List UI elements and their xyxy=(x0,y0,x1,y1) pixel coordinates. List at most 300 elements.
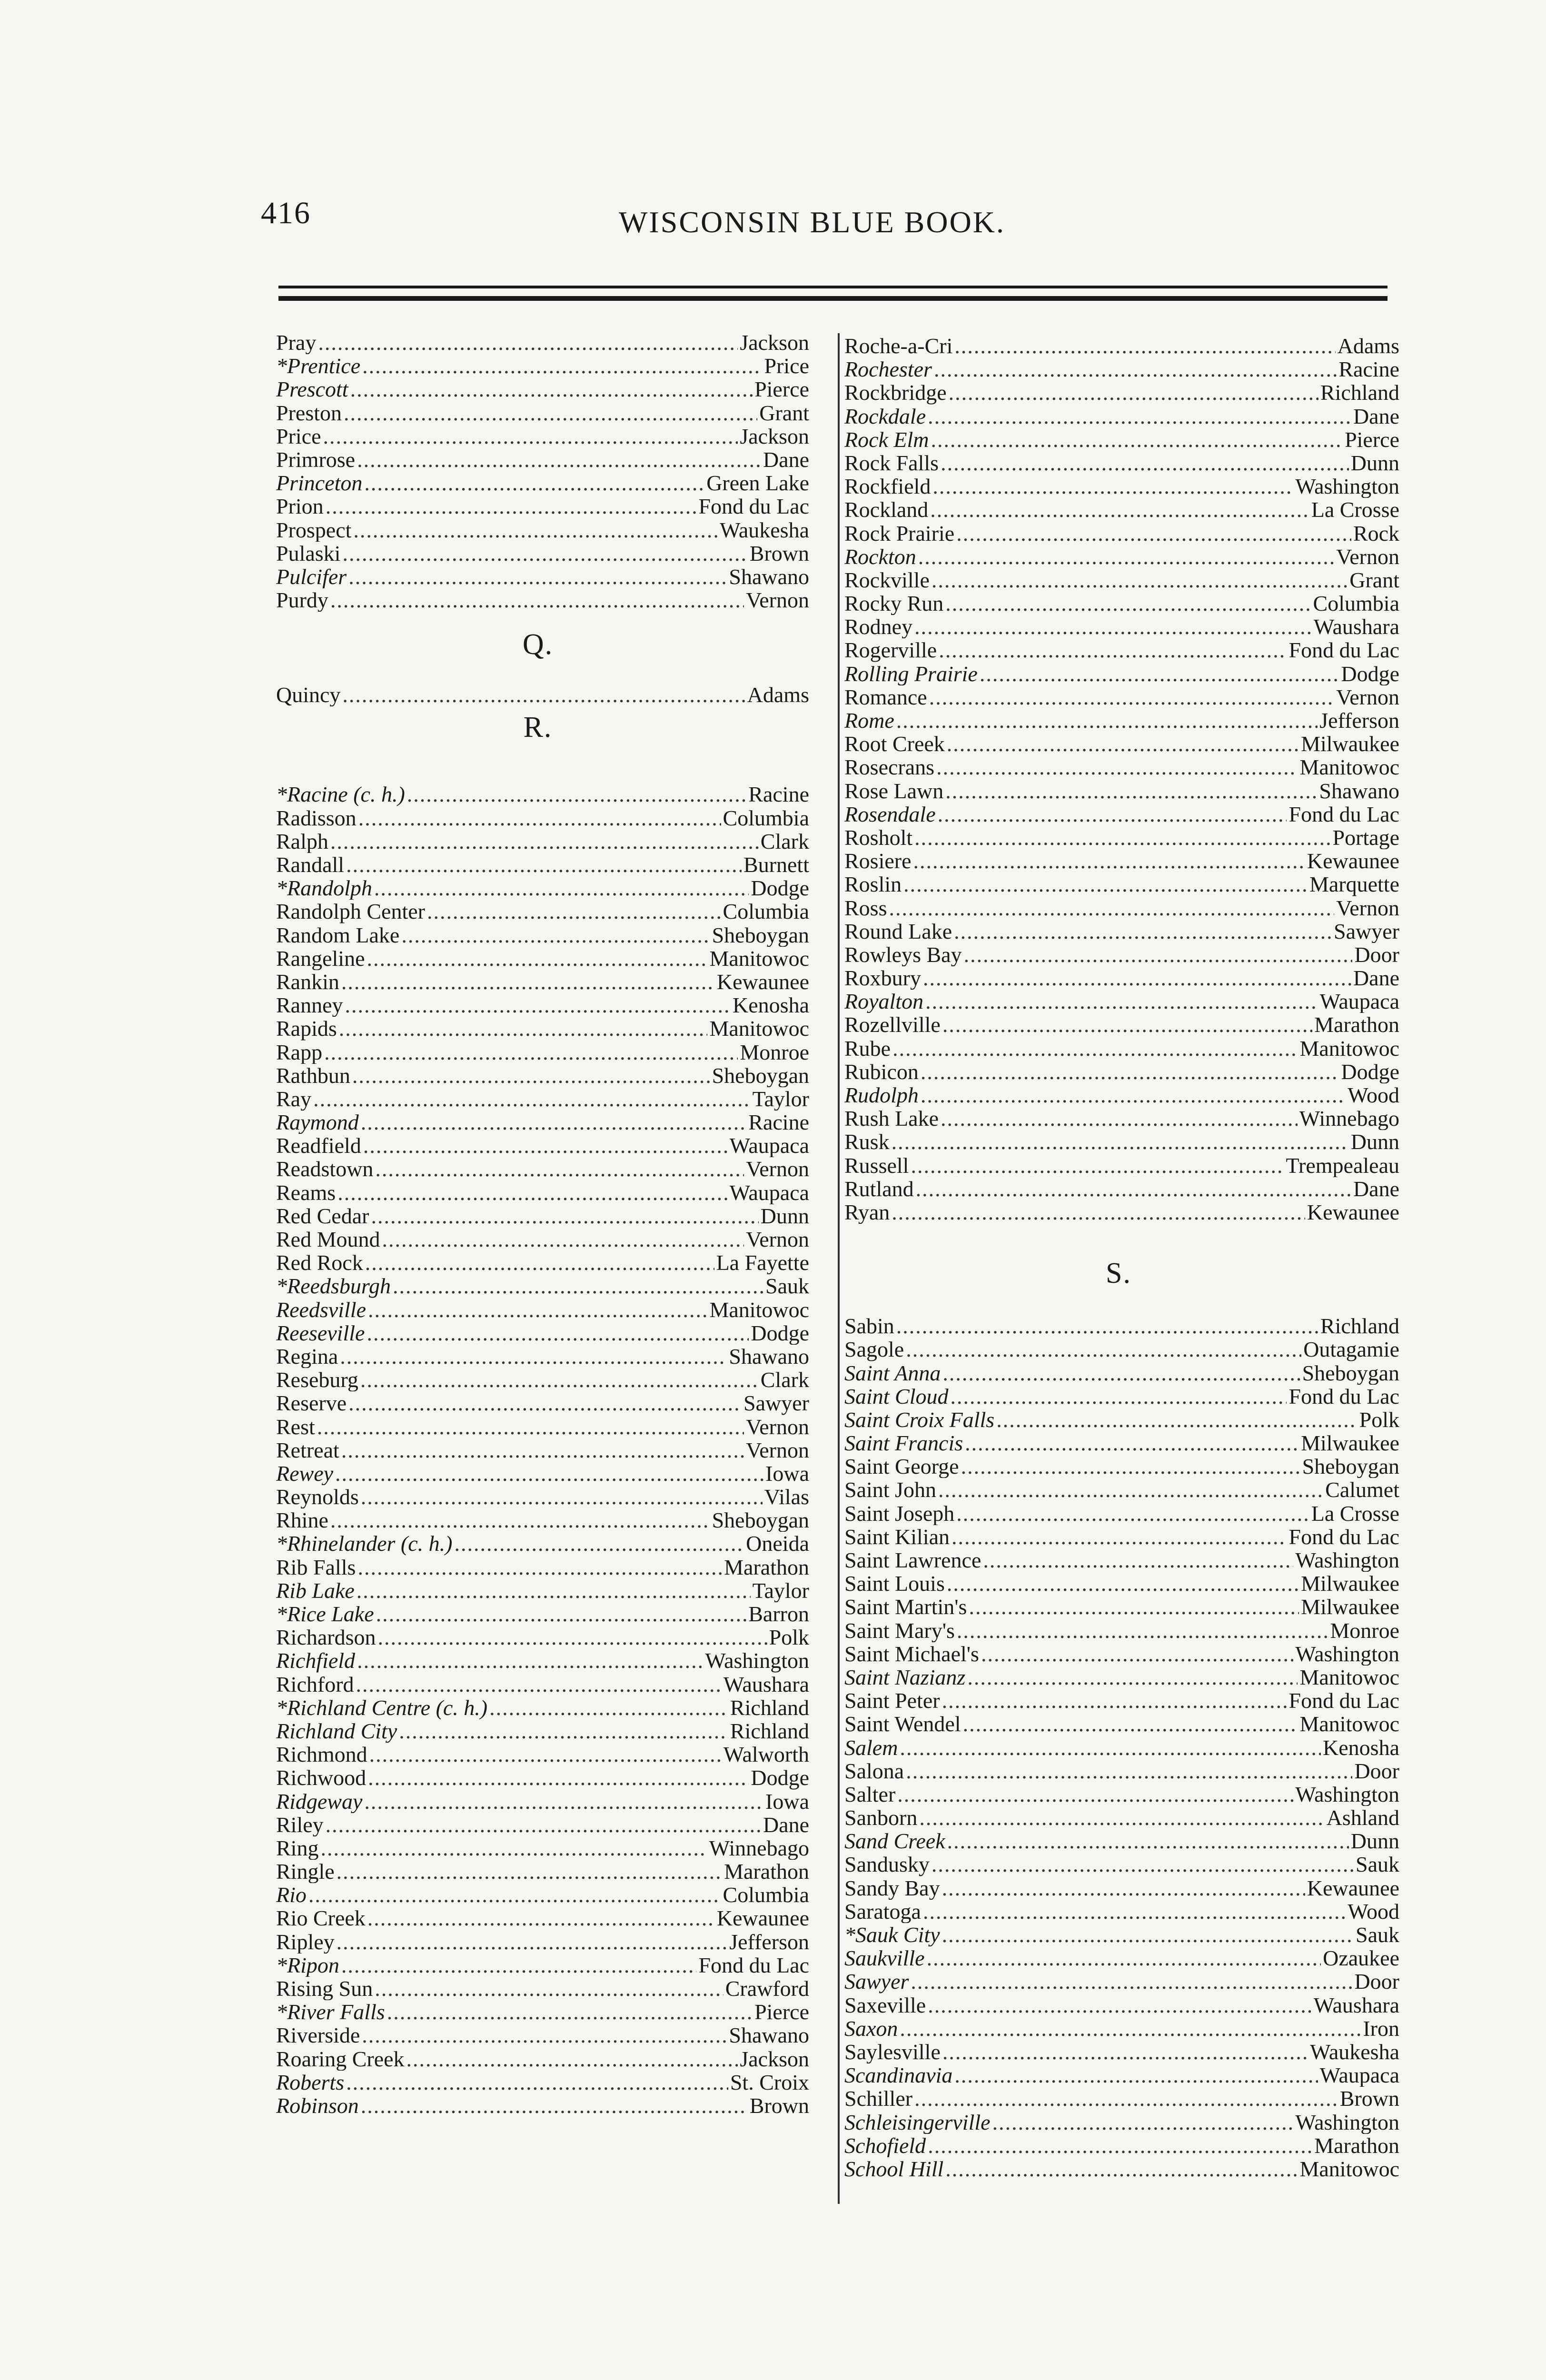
dot-leader xyxy=(892,1037,1298,1060)
place-name: Roslin xyxy=(844,873,902,896)
place-name: Riverside xyxy=(276,2023,360,2047)
gazetteer-entry xyxy=(838,1013,1399,1036)
place-name: Randolph Center xyxy=(276,900,425,923)
place-name: Sandusky xyxy=(844,1853,930,1876)
section-letter-q: Q. xyxy=(522,628,554,661)
county-name: Racine xyxy=(748,783,809,806)
county-name: Sawyer xyxy=(1334,919,1399,943)
place-name: Richwood xyxy=(276,1766,367,1790)
dot-leader xyxy=(942,2040,1308,2063)
county-name: Winnebago xyxy=(1299,1107,1399,1130)
dot-leader xyxy=(942,1361,1300,1385)
dot-leader xyxy=(361,1485,763,1508)
gazetteer-entry xyxy=(267,970,809,993)
dot-leader xyxy=(375,1157,744,1180)
gazetteer-entry xyxy=(267,1462,809,1485)
place-name: Reams xyxy=(276,1180,336,1204)
county-name: Dane xyxy=(763,1813,809,1836)
place-name: Rusk xyxy=(844,1130,890,1154)
county-name: Dunn xyxy=(1350,451,1399,475)
gazetteer-entry xyxy=(838,1314,1399,1338)
gazetteer-entry xyxy=(267,2000,809,2023)
county-name: Manitowoc xyxy=(1299,1036,1399,1060)
county-name: Sawyer xyxy=(743,1391,809,1415)
gazetteer-entry xyxy=(838,545,1399,568)
county-name: Winnebago xyxy=(709,1836,809,1860)
place-name: Romance xyxy=(844,685,927,709)
county-name: Waukesha xyxy=(720,518,809,542)
county-name: Columbia xyxy=(723,806,809,830)
gazetteer-entry xyxy=(838,568,1399,592)
county-name: Fond du Lac xyxy=(698,495,809,518)
place-name: Pray xyxy=(276,331,317,355)
place-name: Ridgeway xyxy=(276,1789,363,1813)
place-name: Prescott xyxy=(276,377,348,401)
gazetteer-entry xyxy=(838,779,1399,803)
gazetteer-entry xyxy=(267,947,809,970)
place-name: Saxeville xyxy=(844,1993,926,2017)
gazetteer-entry xyxy=(838,662,1399,685)
county-name: Iowa xyxy=(765,1789,809,1813)
county-name: Milwaukee xyxy=(1301,1431,1399,1455)
place-name: Saint Mary's xyxy=(844,1618,955,1642)
gazetteer-entry xyxy=(267,471,809,495)
dot-leader xyxy=(313,1087,750,1111)
gazetteer-entry xyxy=(267,1626,809,1649)
dot-leader xyxy=(393,1274,763,1298)
county-name: Outagamie xyxy=(1303,1338,1399,1361)
place-name: Rosecrans xyxy=(844,755,935,779)
gazetteer-entry xyxy=(267,1485,809,1508)
dot-leader xyxy=(928,405,1351,428)
gazetteer-entry xyxy=(838,1853,1399,1876)
place-name: Saint Martin's xyxy=(844,1595,967,1619)
dot-leader xyxy=(927,1946,1321,1970)
dot-leader xyxy=(923,966,1351,990)
dot-leader xyxy=(928,2134,1312,2157)
county-name: Fond du Lac xyxy=(1288,638,1399,662)
dot-leader xyxy=(350,377,753,401)
county-name: Vilas xyxy=(764,1485,809,1509)
place-name: Richford xyxy=(276,1672,354,1696)
county-name: Sauk xyxy=(765,1274,809,1298)
gazetteer-entry xyxy=(267,1274,809,1298)
county-name: Racine xyxy=(748,1111,809,1134)
place-name: Rochester xyxy=(844,357,932,381)
dot-leader xyxy=(945,592,1311,615)
gazetteer-entry xyxy=(838,1572,1399,1595)
right-column xyxy=(838,334,1399,2181)
dot-leader xyxy=(941,1107,1298,1130)
county-name: Columbia xyxy=(1313,592,1399,615)
gazetteer-entry xyxy=(267,853,809,876)
county-name: Fond du Lac xyxy=(698,1953,809,1977)
place-name: Reeseville xyxy=(276,1321,365,1345)
dot-leader xyxy=(361,2094,748,2117)
dot-leader xyxy=(341,1438,744,1462)
dot-leader xyxy=(945,2157,1298,2181)
gazetteer-entry xyxy=(838,2040,1399,2063)
page-header xyxy=(0,195,1546,248)
gazetteer-entry xyxy=(838,1712,1399,1735)
place-name: Rankin xyxy=(276,970,339,994)
county-name: Polk xyxy=(1359,1408,1399,1432)
dot-leader xyxy=(364,471,704,495)
county-name: Dodge xyxy=(1341,1060,1399,1083)
gazetteer-entry xyxy=(838,1200,1399,1224)
place-name: Rock Falls xyxy=(844,451,939,475)
running-title: WISCONSIN BLUE BOOK. xyxy=(619,205,1005,239)
county-name: La Fayette xyxy=(716,1251,809,1275)
dot-leader xyxy=(914,2087,1338,2110)
dot-leader xyxy=(923,1900,1346,1923)
place-name: Rockton xyxy=(844,545,916,568)
place-name: Red Rock xyxy=(276,1251,363,1275)
county-name: Monroe xyxy=(1330,1618,1399,1642)
place-name: *Randolph xyxy=(276,876,372,900)
gazetteer-entry xyxy=(838,451,1399,475)
place-name: Rathbun xyxy=(276,1063,350,1087)
dot-leader xyxy=(340,1345,727,1368)
dot-leader xyxy=(341,1954,697,1977)
county-name: Richland xyxy=(1320,1314,1399,1338)
gazetteer-entry xyxy=(838,1130,1399,1153)
county-name: Sauk xyxy=(1356,1923,1399,1947)
place-name: Rangeline xyxy=(276,946,365,970)
dot-leader xyxy=(335,1462,763,1485)
county-name: St. Croix xyxy=(730,2070,809,2094)
county-name: Sheboygan xyxy=(712,1063,809,1087)
place-name: Rosendale xyxy=(844,802,936,826)
place-name: Saint Michael's xyxy=(844,1642,979,1666)
county-name: Brown xyxy=(1339,2087,1399,2111)
place-name: Rolling Prairie xyxy=(844,662,978,685)
gazetteer-entry xyxy=(838,381,1399,404)
county-name: Calumet xyxy=(1325,1478,1399,1502)
gazetteer-entry xyxy=(267,1883,809,1906)
gazetteer-entry xyxy=(838,1970,1399,1993)
section-heading-r xyxy=(267,706,809,764)
gazetteer-entry xyxy=(838,2063,1399,2087)
place-name: *Reedsburgh xyxy=(276,1274,391,1298)
county-name: Waushara xyxy=(1313,1993,1399,2017)
place-name: Richardson xyxy=(276,1626,376,1649)
county-name: Barron xyxy=(748,1602,809,1626)
gazetteer-entry xyxy=(267,1860,809,1883)
county-name: Manitowoc xyxy=(1299,1665,1399,1689)
county-name: Shawano xyxy=(729,565,809,589)
place-name: Roxbury xyxy=(844,966,921,990)
place-name: Rocky Run xyxy=(844,592,944,615)
county-name: Marathon xyxy=(1314,2133,1399,2157)
dot-leader xyxy=(942,1923,1354,1946)
gazetteer-entry xyxy=(267,830,809,853)
place-name: Saint Nazianz xyxy=(844,1665,966,1689)
dot-leader xyxy=(957,1619,1328,1642)
place-name: Royalton xyxy=(844,990,924,1013)
dot-leader xyxy=(903,873,1308,896)
place-name: Ring xyxy=(276,1836,319,1860)
gazetteer-entry xyxy=(267,425,809,448)
county-name: Waupaca xyxy=(1319,2063,1399,2087)
dot-leader xyxy=(378,1626,767,1649)
place-name: Rock Prairie xyxy=(844,521,955,545)
county-name: Vernon xyxy=(746,1438,809,1462)
gazetteer-entry xyxy=(267,1743,809,1766)
gazetteer-entry xyxy=(267,1813,809,1836)
gazetteer-entry xyxy=(838,943,1399,966)
dot-leader xyxy=(911,1970,1352,1993)
county-name: Oneida xyxy=(746,1532,809,1556)
county-name: Waupaca xyxy=(729,1180,809,1204)
dot-leader xyxy=(963,1712,1298,1735)
county-name: Dunn xyxy=(1350,1829,1399,1853)
gazetteer-entry xyxy=(838,1923,1399,1946)
dot-leader xyxy=(896,1314,1318,1338)
gazetteer-entry xyxy=(838,1525,1399,1548)
dot-leader xyxy=(969,1595,1299,1618)
dot-leader xyxy=(342,683,745,706)
dot-leader xyxy=(399,1719,728,1743)
county-name: Richland xyxy=(730,1719,809,1743)
place-name: Rhine xyxy=(276,1508,328,1532)
county-name: Iowa xyxy=(765,1461,809,1486)
gazetteer-entry xyxy=(838,1455,1399,1478)
dot-leader xyxy=(938,803,1287,826)
dot-leader xyxy=(892,1200,1305,1224)
place-name: Richmond xyxy=(276,1743,367,1766)
county-name: Dunn xyxy=(760,1204,809,1228)
place-name: Reseburg xyxy=(276,1368,358,1392)
place-name: Reserve xyxy=(276,1391,347,1415)
gazetteer-entry xyxy=(267,495,809,518)
section-letter-s: S. xyxy=(1106,1257,1131,1290)
dot-leader xyxy=(337,1930,728,1954)
county-name: Marathon xyxy=(724,1860,809,1884)
gazetteer-entry xyxy=(838,896,1399,920)
gazetteer-entry xyxy=(838,2134,1399,2157)
dot-leader xyxy=(324,1041,738,1064)
dot-leader xyxy=(932,568,1348,592)
dot-leader xyxy=(361,1111,747,1134)
dot-leader xyxy=(342,542,747,565)
dot-leader xyxy=(407,783,747,806)
gazetteer-entry xyxy=(838,1946,1399,1970)
dot-leader xyxy=(323,425,738,448)
section-heading-s xyxy=(838,1224,1399,1314)
gazetteer-entry xyxy=(838,638,1399,662)
dot-leader xyxy=(368,1766,749,1789)
dot-leader xyxy=(925,990,1318,1013)
place-name: Primrose xyxy=(276,447,356,472)
place-name: Saint Louis xyxy=(844,1572,945,1596)
place-name: Sawyer xyxy=(844,1970,909,1993)
county-name: Vernon xyxy=(746,1228,809,1251)
county-name: Clark xyxy=(760,829,809,853)
gazetteer-entry xyxy=(267,1719,809,1743)
county-name: Iron xyxy=(1363,2016,1399,2040)
dot-leader xyxy=(932,475,1293,498)
dot-leader xyxy=(906,1759,1352,1783)
dot-leader xyxy=(932,1853,1354,1876)
dot-leader xyxy=(942,1013,1312,1036)
county-name: Clark xyxy=(760,1368,809,1392)
dot-leader xyxy=(406,2047,738,2071)
county-name: Shawano xyxy=(729,2023,809,2047)
gazetteer-entry xyxy=(267,2071,809,2094)
place-name: Princeton xyxy=(276,471,363,495)
place-name: *Rice Lake xyxy=(276,1602,374,1626)
gazetteer-entry xyxy=(267,377,809,401)
dot-leader xyxy=(318,331,738,354)
gazetteer-entry xyxy=(267,993,809,1017)
gazetteer-entry xyxy=(267,565,809,588)
gazetteer-entry xyxy=(267,1181,809,1204)
county-name: Fond du Lac xyxy=(1288,1384,1399,1408)
place-name: Saint George xyxy=(844,1455,959,1478)
gazetteer-entry xyxy=(838,2157,1399,2181)
county-name: Grant xyxy=(759,401,809,425)
gazetteer-entry xyxy=(838,709,1399,732)
dot-leader xyxy=(934,357,1337,381)
county-name: Door xyxy=(1354,942,1399,967)
dot-leader xyxy=(454,1532,744,1555)
place-name: Purdy xyxy=(276,588,328,612)
place-name: Quincy xyxy=(276,683,341,707)
county-name: Shawano xyxy=(729,1344,809,1368)
place-name: Ryan xyxy=(844,1200,890,1224)
place-name: Scandinavia xyxy=(844,2063,953,2087)
dot-leader xyxy=(367,947,708,970)
county-name: Polk xyxy=(769,1626,809,1649)
dot-leader xyxy=(489,1696,728,1719)
dot-leader xyxy=(401,923,710,947)
dot-leader xyxy=(326,495,697,518)
county-name: Sauk xyxy=(1356,1853,1399,1876)
place-name: Reedsville xyxy=(276,1298,367,1321)
gazetteer-entry xyxy=(838,2017,1399,2040)
dot-leader xyxy=(320,1836,707,1860)
place-name: Ray xyxy=(276,1087,312,1111)
dot-leader xyxy=(365,1251,714,1274)
gazetteer-entry xyxy=(838,1759,1399,1783)
dot-leader xyxy=(956,1502,1309,1525)
dot-leader xyxy=(330,830,759,853)
dot-leader xyxy=(387,2000,753,2023)
gazetteer-entry xyxy=(838,1338,1399,1361)
dot-leader xyxy=(967,1666,1298,1689)
place-name: Readstown xyxy=(276,1157,374,1181)
county-name: Dodge xyxy=(751,876,809,900)
gazetteer-entry xyxy=(267,1041,809,1064)
gazetteer-entry xyxy=(838,803,1399,826)
gazetteer-entry xyxy=(838,849,1399,873)
gazetteer-entry xyxy=(267,2094,809,2117)
gazetteer-entry xyxy=(838,1060,1399,1083)
place-name: Sand Creek xyxy=(844,1829,945,1853)
place-name: Rutland xyxy=(844,1177,914,1200)
gazetteer-entry xyxy=(838,522,1399,545)
place-name: Salem xyxy=(844,1735,898,1759)
dot-leader xyxy=(337,1181,727,1204)
dot-leader xyxy=(330,1508,710,1532)
dot-leader xyxy=(375,1977,723,2000)
place-name: Saint John xyxy=(844,1478,936,1502)
gazetteer-entry xyxy=(267,1345,809,1368)
dot-leader xyxy=(942,1876,1305,1900)
dot-leader xyxy=(308,1883,721,1906)
county-name: Manitowoc xyxy=(709,946,809,970)
county-name: Dane xyxy=(1353,404,1399,428)
place-name: *Prentice xyxy=(276,354,361,378)
county-name: Kenosha xyxy=(733,993,809,1017)
gazetteer-entry xyxy=(838,334,1399,357)
gazetteer-entry xyxy=(267,1368,809,1391)
gazetteer-entry xyxy=(838,1083,1399,1107)
dot-leader xyxy=(339,1017,708,1040)
county-name: Washington xyxy=(1295,1548,1399,1572)
place-name: Random Lake xyxy=(276,923,400,947)
place-name: Sandy Bay xyxy=(844,1876,940,1900)
county-name: Washington xyxy=(1295,1642,1399,1666)
gazetteer-entry xyxy=(838,1642,1399,1666)
place-name: Rapids xyxy=(276,1017,337,1041)
gazetteer-entry xyxy=(838,357,1399,381)
county-name: Vernon xyxy=(746,1157,809,1181)
place-name: Saint Joseph xyxy=(844,1501,955,1525)
place-name: Root Creek xyxy=(844,732,945,756)
county-name: Manitowoc xyxy=(709,1017,809,1041)
dot-leader xyxy=(930,498,1309,521)
place-name: Sabin xyxy=(844,1314,894,1338)
dot-leader xyxy=(964,943,1353,966)
place-name: School Hill xyxy=(844,2157,944,2181)
gazetteer-entry xyxy=(838,1385,1399,1408)
county-name: Wood xyxy=(1348,1899,1399,1923)
place-name: Rogerville xyxy=(844,638,937,662)
dot-leader xyxy=(980,662,1339,685)
dot-leader xyxy=(363,1134,728,1157)
place-name: Rodney xyxy=(844,615,913,639)
place-name: Reynolds xyxy=(276,1485,359,1509)
place-name: *Richland Centre (c. h.) xyxy=(276,1696,488,1719)
county-name: Sheboygan xyxy=(712,923,809,947)
dot-leader xyxy=(367,1321,749,1345)
place-name: Rowleys Bay xyxy=(844,942,962,967)
county-name: Monroe xyxy=(740,1040,809,1064)
dot-leader xyxy=(369,1743,722,1766)
county-name: Racine xyxy=(1338,357,1399,381)
place-name: Saint Peter xyxy=(844,1689,940,1713)
place-name: Prion xyxy=(276,495,324,518)
place-name: Schiller xyxy=(844,2087,913,2111)
gazetteer-entry xyxy=(838,592,1399,615)
header-rule-thin xyxy=(278,286,1387,288)
gazetteer-entry xyxy=(838,685,1399,709)
dot-leader xyxy=(371,1204,758,1228)
gazetteer-entry xyxy=(838,1806,1399,1829)
county-name: Marquette xyxy=(1309,873,1399,896)
dot-leader xyxy=(362,2023,727,2047)
place-name: Saxon xyxy=(844,2016,898,2040)
county-name: Dodge xyxy=(751,1766,809,1790)
gazetteer-entry xyxy=(838,475,1399,498)
dot-leader xyxy=(357,1579,751,1602)
county-name: Brown xyxy=(749,541,809,565)
county-name: Dodge xyxy=(1341,662,1399,685)
gazetteer-entry xyxy=(838,1154,1399,1177)
county-name: Ashland xyxy=(1326,1806,1399,1830)
